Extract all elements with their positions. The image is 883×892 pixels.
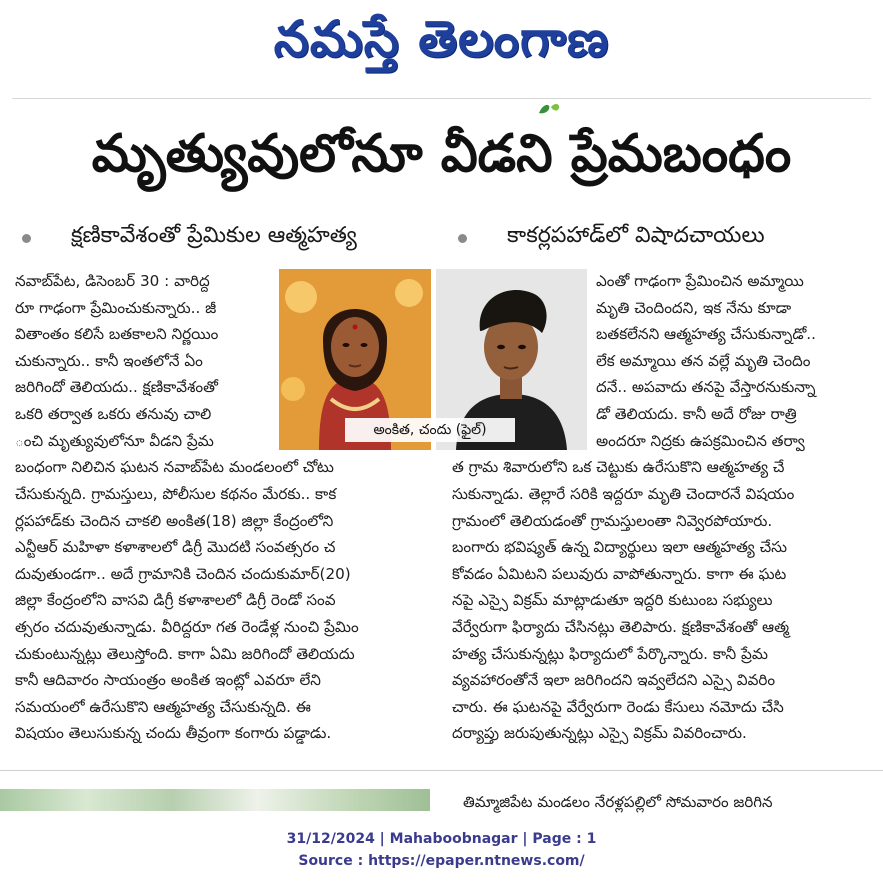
text-line: చారు. ఈ ఘటనపై వేర్వేరుగా రెండు కేసులు నమోదు చేసి	[452, 697, 784, 716]
text-line: ఎంతో గాఢంగా ప్రేమించిన అమ్మాయి	[596, 272, 804, 290]
source-link[interactable]: Source : https://epaper.ntnews.com/	[298, 853, 585, 869]
text-line: నపై ఎస్సై విక్రమ్ మాట్లాడుతూ ఇద్దరి కుటుంబ సభ్యులు	[452, 591, 773, 610]
text-line: విషయం తెలుసుకున్న చందు తీవ్రంగా కంగారు పడ్డాడు.	[15, 724, 332, 743]
text-line: బతకలేనని ఆత్మహత్య చేసుకున్నాడో..	[596, 325, 816, 344]
subhead-right-text: కాకర్లపహాడ్‌లో విషాదచాయలు	[507, 223, 765, 248]
article-line-spanning	[15, 454, 435, 481]
article-divider	[0, 770, 883, 771]
leaf-icon	[537, 101, 561, 115]
subhead-left-text: క్షణికావేశంతో ప్రేమికుల ఆత్మహత్య	[71, 223, 357, 248]
text-line: జిల్లా కేంద్రంలోని వాసవి డిగ్రీ కళాశాలలో డిగ్రీ రెండో సంవ	[15, 591, 336, 610]
text-line: కోవడం ఏమిటని పలువురు వాపోతున్నారు. కాగా ఈ ఘట	[452, 564, 787, 583]
bullet-icon	[458, 234, 467, 243]
text-line: సుకున్నాడు. తెల్లారే సరికి ఇద్దరూ మృతి చెందారనే విషయం	[452, 485, 795, 503]
next-article-photo-strip	[0, 789, 430, 811]
article-column-right-top	[596, 268, 870, 454]
article-column-left-top	[15, 268, 277, 454]
next-article-teaser: తిమ్మాజిపేట మండలం నేరళ్లపల్లిలో సోమవారం జరిగిన	[463, 793, 773, 811]
text-line: వితాంతం కలిసే బతకాలని నిర్ణయిం	[15, 325, 219, 344]
masthead	[0, 0, 883, 90]
bullet-icon	[22, 234, 31, 243]
text-line: బంగారు భవిష్యత్ ఉన్న విద్యార్థులు ఇలా ఆత్మహత్య చేసు	[452, 538, 788, 557]
text-line: దువుతుండగా.. అదే గ్రామానికి చెందిన చందుకుమార్(20)	[15, 564, 351, 583]
masthead-divider	[12, 98, 871, 99]
text-line: ంచి మృత్యువులోనూ వీడని ప్రేమ	[15, 431, 214, 450]
text-line: నవాబ్‌పేట, డిసెంబర్ 30 : వారిద్ద	[15, 272, 210, 290]
newspaper-logo: నమస్తే తెలంగాణ	[273, 9, 610, 68]
article-line-spanning	[452, 454, 872, 481]
text-line: గ్రామంలో తెలియడంతో గ్రామస్తులంతా నివ్వెరపోయారు.	[452, 511, 773, 530]
article-column-right	[452, 481, 872, 747]
text-line: వ్యవహారంతోనే ఇలా జరిగిందని ఇవ్వలేదని ఎస్సై వివరిం	[452, 671, 776, 690]
text-line: బంధంగా నిలిచిన ఘటన నవాబ్‌పేట మండలంలో చోటు	[15, 458, 334, 476]
page-footer	[0, 828, 883, 872]
article-column-left	[15, 481, 435, 747]
photo-caption: అంకిత, చందు (ఫైల్)	[345, 418, 515, 442]
text-line: లేక అమ్మాయి తన వల్లే మృతి చెందిం	[596, 351, 811, 370]
text-line: ర్లపహాడ్‌కు చెందిన చాకలి అంకిత(18) జిల్లా కేంద్రంలోని	[15, 511, 334, 530]
text-line: త గ్రామ శివారులోని ఒక చెట్టుకు ఉరేసుకొని ఆత్మహత్య చే	[452, 458, 785, 476]
text-line: రూ గాఢంగా ప్రేమించుకున్నారు.. జీ	[15, 298, 217, 317]
text-line: చేసుకున్నది. గ్రామస్తులు, పోలీసుల కథనం మేరకు.. కాక	[15, 485, 337, 503]
text-line: దర్యాప్తు జరుపుతున్నట్లు ఎస్సై విక్రమ్ వివరించారు.	[452, 724, 747, 743]
text-line: చుకున్నారు.. కానీ ఇంతలోనే ఏం	[15, 351, 203, 370]
article-headline: మృత్యువులోనూ వీడని ప్రేమబంధం	[91, 123, 792, 184]
text-line: ఎన్టీఆర్ మహిళా కళాశాలలో డిగ్రీ మొదటి సంవత్సరం చ	[15, 538, 336, 557]
text-line: హత్య చేసుకున్నట్లు ఫిర్యాదులో పేర్కొన్నారు. కానీ ప్రేమ	[452, 644, 768, 663]
text-line: త్సరం చదువుతున్నాడు. వీరిద్దరూ గత రెండేళ్ల నుంచి ప్రేమిం	[15, 617, 359, 636]
text-line: డో తెలియదు. కానీ అదే రోజు రాత్రి	[596, 404, 797, 423]
text-line: మృతి చెందిందని, ఇక నేను కూడా	[596, 298, 792, 317]
subhead-left	[22, 220, 357, 256]
edition-info: 31/12/2024 | Mahaboobnagar | Page : 1	[286, 831, 597, 847]
subhead-right	[458, 220, 765, 256]
text-line: ఒకరి తర్వాత ఒకరు తనువు చాలి	[15, 404, 212, 423]
text-line: చుకుంటున్నట్లు తెలుస్తోంది. కాగా ఏమి జరిగిందో తెలియదు	[15, 644, 355, 663]
text-line: అందరూ నిద్రకు ఉపక్రమించిన తర్వా	[596, 431, 805, 450]
text-line: వేర్వేరుగా ఫిర్యాదు చేసినట్లు తెలిపారు. క్షణికావేశంతో ఆత్మ	[452, 617, 790, 636]
text-line: కానీ ఆదివారం సాయంత్రం అంకిత ఇంట్లో ఎవరూ లేని	[15, 671, 321, 690]
text-line: దనే.. అపవాదు తనపై వేస్తారనుకున్నా	[596, 378, 816, 397]
text-line: జరిగిందో తెలియదు.. క్షణికావేశంతో	[15, 378, 218, 397]
text-line: సమయంలో ఉరేసుకొని ఆత్మహత్య చేసుకున్నది. ఈ	[15, 697, 311, 716]
